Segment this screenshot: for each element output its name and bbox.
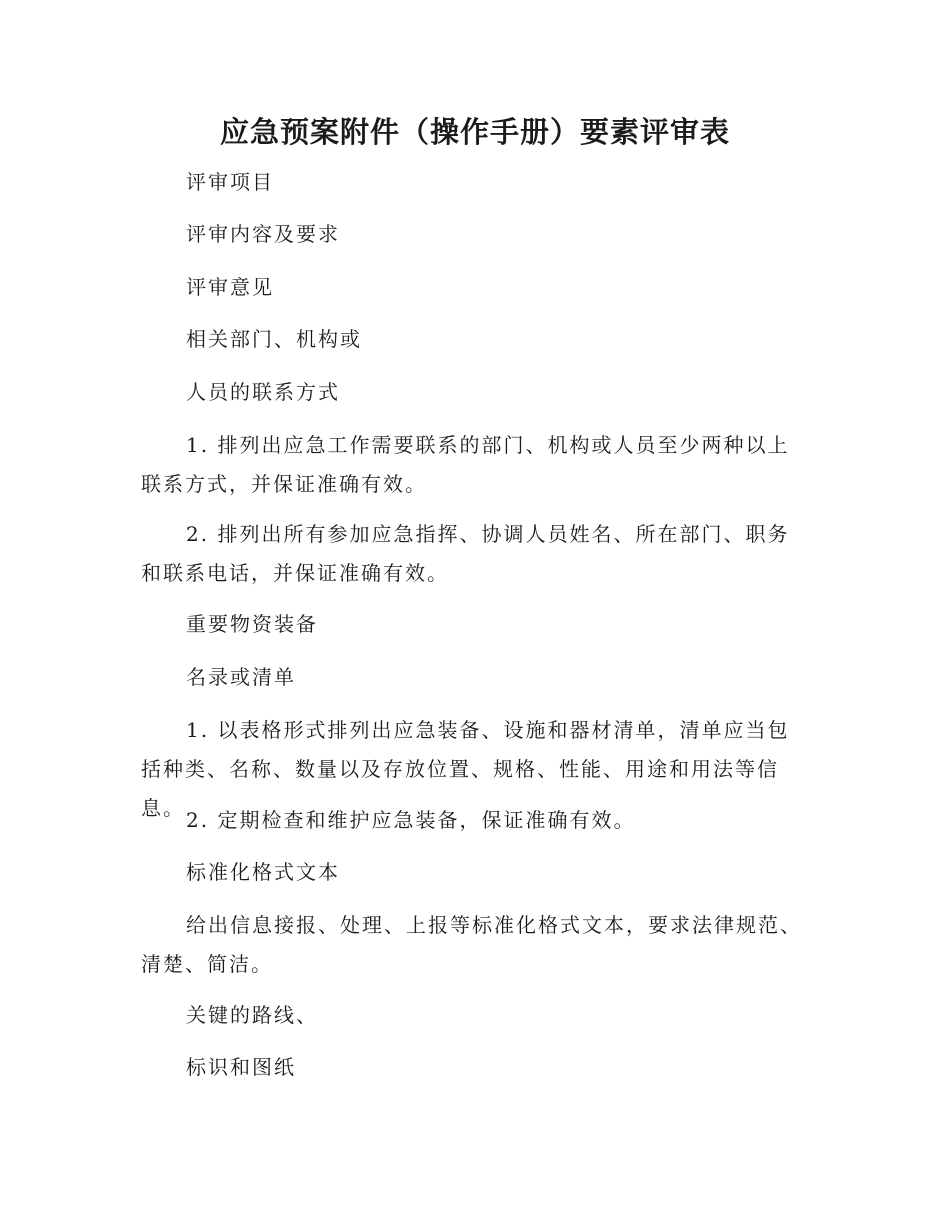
paragraph-equipment-item-1: 1. 以表格形式排列出应急装备、设施和器材清单，清单应当包括种类、名称、数量以及存放位置、规格、性能、用途和用法等信息。 — [141, 718, 790, 820]
paragraph-review-content: 评审内容及要求 — [186, 222, 340, 246]
paragraph-contact-item-2: 2. 排列出所有参加应急指挥、协调人员姓名、所在部门、职务和联系电话，并保证准确有效。 — [141, 522, 790, 585]
paragraph-contact-item-1: 1. 排列出应急工作需要联系的部门、机构或人员至少两种以上联系方式，并保证准确有效。 — [141, 433, 790, 496]
paragraph-standard-format-desc: 给出信息接报、处理、上报等标准化格式文本，要求法律规范、清楚、简洁。 — [141, 913, 802, 976]
paragraph-related-departments: 相关部门、机构或 — [186, 327, 362, 351]
paragraph-key-routes: 关键的路线、 — [186, 1003, 318, 1027]
paragraph-equipment: 重要物资装备 — [186, 612, 318, 636]
paragraph-signs-drawings: 标识和图纸 — [186, 1055, 296, 1079]
paragraph-review-item: 评审项目 — [186, 170, 274, 194]
paragraph-standard-format: 标准化格式文本 — [186, 860, 340, 884]
document-title: 应急预案附件（操作手册）要素评审表 — [219, 115, 730, 149]
paragraph-equipment-item-2: 2. 定期检查和维护应急装备，保证准确有效。 — [186, 808, 636, 832]
paragraph-contact-methods: 人员的联系方式 — [186, 380, 340, 404]
paragraph-equipment-list: 名录或清单 — [186, 665, 296, 689]
paragraph-review-opinion: 评审意见 — [186, 275, 274, 299]
